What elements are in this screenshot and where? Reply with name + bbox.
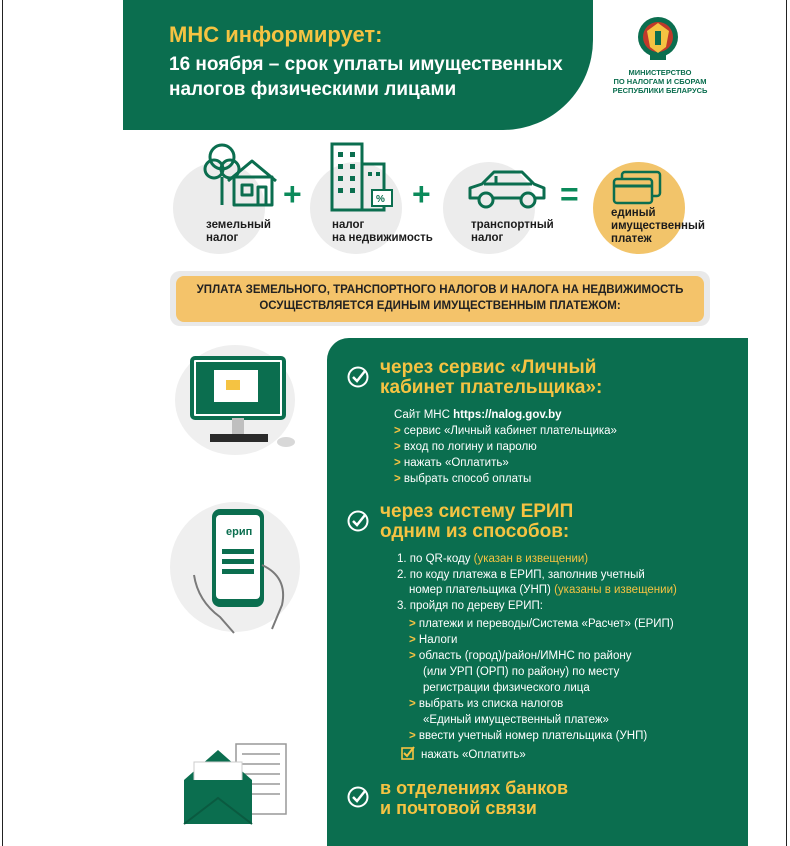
erip-title-line: одним из способов: — [380, 521, 570, 542]
erip-item-2-cont — [409, 583, 677, 598]
transport-tax-label-line: налог — [471, 232, 504, 244]
erip-tree-cont: «Единый имущественный платеж» — [423, 714, 609, 726]
ministry-line: РЕСПУБЛИКИ БЕЛАРУСЬ — [612, 86, 708, 95]
cabinet-section-title — [380, 358, 602, 398]
cabinet-step-text: вход по логину и паролю — [403, 441, 537, 453]
land-tax-label-line: налог — [206, 232, 239, 244]
banks-section-title — [380, 778, 568, 818]
erip-tree-text: ввести учетный номер плательщика (УНП) — [418, 730, 648, 742]
phone-icon — [190, 505, 295, 635]
erip-item-note: (указаны в извещении) — [554, 584, 677, 596]
erip-title-line: через систему ЕРИП — [380, 501, 574, 522]
single-payment-label-line: единый — [611, 207, 656, 219]
erip-tree-text: Налоги — [418, 634, 458, 646]
checkbox-icon — [401, 746, 416, 761]
erip-item-text: 1. по QR-коду — [397, 553, 474, 565]
svg-text:%: % — [376, 194, 385, 205]
ministry-line: МИНИСТЕРСТВО — [628, 68, 692, 77]
arrow-icon: > — [409, 618, 416, 630]
page-border-right — [786, 0, 787, 846]
land-tax-label — [206, 219, 271, 245]
site-line — [394, 408, 562, 423]
arrow-icon: > — [394, 425, 401, 437]
cabinet-step — [394, 472, 531, 487]
emblem-icon — [636, 15, 680, 63]
single-payment-label-line: платеж — [611, 233, 652, 245]
header-subtitle-line: налогов физическими лицами — [169, 79, 457, 100]
transport-tax-label — [471, 219, 554, 245]
site-link[interactable]: https://nalog.gov.by — [453, 409, 562, 421]
car-icon — [466, 168, 548, 210]
house-icon — [200, 137, 278, 209]
arrow-icon: > — [394, 441, 401, 453]
check-circle-icon — [347, 510, 369, 532]
building-icon — [328, 140, 396, 212]
cabinet-step-text: сервис «Личный кабинет плательщика» — [403, 425, 617, 437]
erip-final-step: нажать «Оплатить» — [421, 749, 526, 761]
site-prefix: Сайт МНС — [394, 409, 454, 421]
cabinet-title-line: через сервис «Личный — [380, 357, 597, 378]
property-tax-label — [332, 219, 433, 245]
erip-item-3: 3. пройдя по дереву ЕРИП: — [397, 600, 543, 612]
ministry-line: ПО НАЛОГАМ И СБОРАМ — [613, 77, 707, 86]
header-subtitle-line: 16 ноября – срок уплаты имущественных — [169, 54, 563, 75]
arrow-icon: > — [409, 650, 416, 662]
plus-sign: + — [412, 176, 431, 212]
erip-item-1 — [397, 552, 588, 567]
card-icon — [612, 170, 664, 206]
banks-title-line: и почтовой связи — [380, 798, 537, 818]
header-banner — [123, 0, 593, 130]
cabinet-step — [394, 424, 617, 439]
check-circle-icon — [347, 786, 369, 808]
erip-item-2: 2. по коду платежа в ЕРИП, заполнив учетный — [397, 569, 645, 581]
property-tax-label-line: налог — [332, 219, 365, 231]
erip-item-text: номер плательщика (УНП) — [409, 584, 555, 596]
cabinet-step — [394, 440, 537, 455]
arrow-icon: > — [409, 634, 416, 646]
arrow-icon: > — [409, 698, 416, 710]
arrow-icon: > — [394, 473, 401, 485]
erip-tree-step — [409, 649, 631, 664]
single-payment-label — [611, 207, 705, 246]
plus-sign: + — [283, 176, 302, 212]
page-border-left — [2, 0, 3, 846]
banner-line: ОСУЩЕСТВЛЯЕТСЯ ЕДИНЫМ ИМУЩЕСТВЕННЫМ ПЛАТЕЖОМ: — [259, 300, 621, 312]
property-tax-label-line: на недвижимость — [332, 232, 433, 244]
arrow-icon: > — [394, 457, 401, 469]
erip-section-title — [380, 502, 573, 542]
computer-icon — [182, 352, 302, 456]
erip-item-note: (указан в извещении) — [473, 553, 589, 565]
land-tax-label-line: земельный — [206, 219, 271, 231]
arrow-icon: > — [409, 730, 416, 742]
cabinet-step-text: выбрать способ оплаты — [403, 473, 532, 485]
header-subtitle — [169, 52, 569, 102]
banner-line: УПЛАТА ЗЕМЕЛЬНОГО, ТРАНСПОРТНОГО НАЛОГОВ И НАЛОГА НА НЕДВИЖИМОСТЬ — [196, 284, 684, 296]
check-circle-icon — [347, 366, 369, 388]
erip-tree-step — [409, 617, 674, 632]
erip-tree-step — [409, 633, 457, 648]
erip-tree-step — [409, 729, 647, 744]
erip-tree-text: платежи и переводы/Система «Расчет» (ЕРИП) — [418, 618, 674, 630]
erip-tree-step — [409, 697, 563, 712]
erip-tree-text: область (город)/район/ИМНС по району — [418, 650, 632, 662]
equals-sign: = — [560, 176, 579, 212]
header-title: МНС информирует: — [169, 22, 383, 47]
info-banner — [176, 276, 704, 322]
banks-title-line: в отделениях банков — [380, 778, 569, 798]
payment-methods-panel — [327, 338, 748, 846]
erip-tree-cont: регистрации физического лица — [423, 682, 590, 694]
single-payment-label-line: имущественный — [611, 220, 705, 232]
transport-tax-label-line: транспортный — [471, 219, 554, 231]
envelope-icon — [180, 740, 300, 830]
cabinet-title-line: кабинет плательщика»: — [380, 377, 603, 398]
ministry-name — [610, 68, 710, 95]
cabinet-step — [394, 456, 509, 471]
erip-tree-text: выбрать из списка налогов — [418, 698, 564, 710]
cabinet-step-text: нажать «Оплатить» — [403, 457, 509, 469]
erip-tree-cont: (или УРП (ОРП) по району) по месту — [423, 666, 620, 678]
erip-logo: ерип — [226, 526, 253, 538]
